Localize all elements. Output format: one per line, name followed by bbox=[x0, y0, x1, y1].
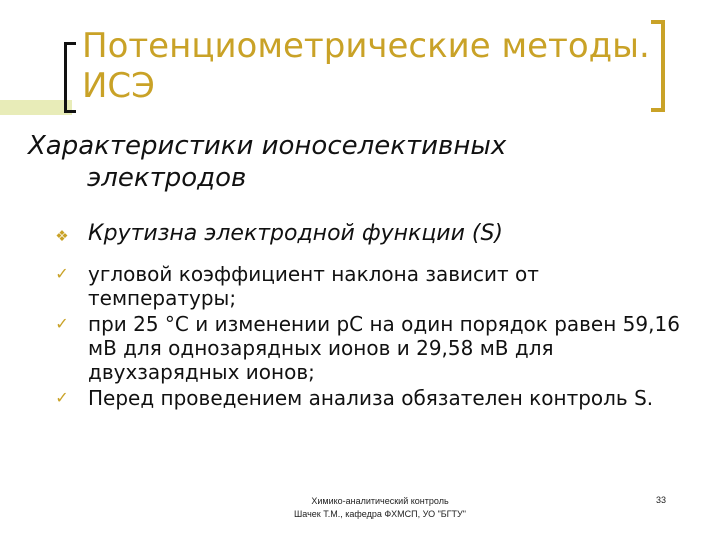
page-number: 33 bbox=[656, 495, 667, 505]
slide-footer bbox=[250, 495, 510, 521]
slide-title-line-1: Потенциометрические методы. bbox=[82, 26, 650, 66]
bullet-list bbox=[52, 220, 692, 412]
slide-subtitle bbox=[28, 130, 668, 194]
checkmark-icon: ✓ bbox=[55, 388, 69, 407]
footer-line-1: Химико-аналитический контроль bbox=[311, 496, 449, 506]
bullet-text: Крутизна электродной функции (S) bbox=[88, 221, 504, 246]
footer-line-2: Шачек Т.М., кафедра ФХМСП, УО "БГТУ" bbox=[294, 509, 466, 519]
subtitle-line-1: Характеристики ионоселективных bbox=[28, 131, 507, 161]
accent-bar bbox=[0, 100, 72, 115]
bullet-text: угловой коэффициент наклона зависит от температуры; bbox=[88, 262, 539, 310]
bullet-heading-slope bbox=[52, 220, 692, 248]
bullet-item-values bbox=[52, 312, 692, 384]
checkmark-icon: ✓ bbox=[55, 264, 69, 283]
slide-title-line-2: ИСЭ bbox=[82, 66, 155, 106]
bullet-text: при 25 °С и изменении рС на один порядок равен 59,16 мВ для однозарядных ионов и 29,58 мВ для двухзарядных ионов; bbox=[88, 312, 680, 384]
checkmark-icon: ✓ bbox=[55, 314, 69, 333]
slide-title bbox=[82, 26, 650, 106]
bullet-item-temperature bbox=[52, 262, 692, 310]
diamond-bullet-icon: ❖ bbox=[55, 227, 69, 245]
title-bracket-right bbox=[651, 20, 665, 112]
bullet-text: Перед проведением анализа обязателен контроль S. bbox=[88, 386, 654, 410]
title-bracket-left bbox=[64, 42, 76, 113]
subtitle-line-2: электродов bbox=[87, 163, 247, 193]
bullet-item-control bbox=[52, 386, 692, 410]
